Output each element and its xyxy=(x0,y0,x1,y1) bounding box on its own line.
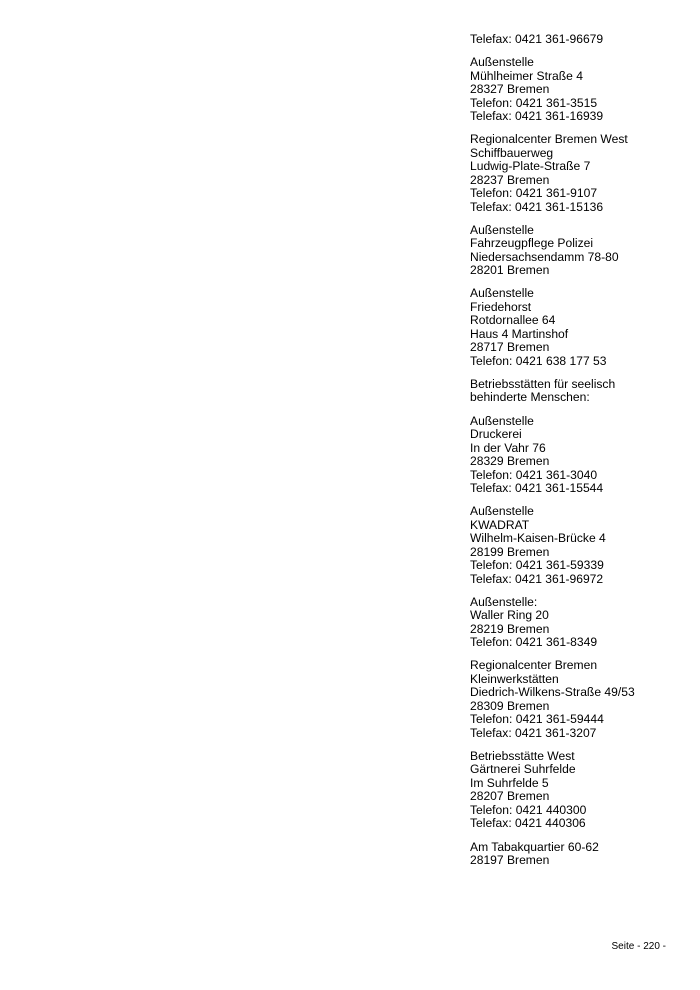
address-line: 28201 Bremen xyxy=(470,263,550,278)
address-line: 28327 Bremen xyxy=(470,82,550,97)
address-line: Außenstelle: xyxy=(470,594,538,609)
address-line: 28207 Bremen xyxy=(470,789,550,804)
address-line: Niedersachsendamm 78-80 xyxy=(470,249,619,264)
address-line: Betriebsstätte West xyxy=(470,748,575,763)
address-line: KWADRAT xyxy=(470,517,530,532)
address-line: Telefon: 0421 638 177 53 xyxy=(470,353,607,368)
address-line: Telefon: 0421 361-8349 xyxy=(470,635,598,650)
address-line: 28237 Bremen xyxy=(470,172,550,187)
address-line: 28219 Bremen xyxy=(470,621,550,636)
address-line: Außenstelle xyxy=(470,286,534,301)
address-line: Telefon: 0421 361-59339 xyxy=(470,558,604,573)
address-line: Haus 4 Martinshof xyxy=(470,326,569,341)
address-block xyxy=(470,659,698,740)
address-line: Gärtnerei Suhrfelde xyxy=(470,762,576,777)
address-block xyxy=(470,750,698,831)
address-block xyxy=(470,378,698,405)
address-block xyxy=(470,287,698,368)
address-line: behinderte Menschen: xyxy=(470,390,590,405)
page-number: Seite - 220 - xyxy=(611,941,666,952)
address-line: Telefax: 0421 361-15136 xyxy=(470,199,604,214)
address-line: Außenstelle xyxy=(470,222,534,237)
address-line: Telefon: 0421 440300 xyxy=(470,802,587,817)
address-block xyxy=(470,415,698,496)
address-line: Außenstelle xyxy=(470,413,534,428)
address-line: Im Suhrfelde 5 xyxy=(470,775,549,790)
address-block xyxy=(470,133,698,214)
address-block xyxy=(470,33,698,47)
address-line: Telefax: 0421 361-96972 xyxy=(470,571,604,586)
address-line: Fahrzeugpflege Polizei xyxy=(470,236,594,251)
address-block xyxy=(470,841,698,868)
address-line: 28309 Bremen xyxy=(470,698,550,713)
address-line: Waller Ring 20 xyxy=(470,608,549,623)
address-block xyxy=(470,596,698,650)
address-line: Telefon: 0421 361-3040 xyxy=(470,467,598,482)
address-line: Friedehorst xyxy=(470,299,532,314)
address-line: 28329 Bremen xyxy=(470,454,550,469)
address-line: Telefon: 0421 361-3515 xyxy=(470,95,598,110)
address-line: Regionalcenter Bremen xyxy=(470,658,598,673)
address-line: Am Tabakquartier 60-62 xyxy=(470,839,599,854)
address-line: Kleinwerkstätten xyxy=(470,671,559,686)
address-line: Außenstelle xyxy=(470,55,534,70)
address-column xyxy=(470,33,698,877)
address-line: Mühlheimer Straße 4 xyxy=(470,68,583,83)
address-line: Diedrich-Wilkens-Straße 49/53 xyxy=(470,685,635,700)
address-line: 28717 Bremen xyxy=(470,340,550,355)
address-line: Telefax: 0421 440306 xyxy=(470,816,586,831)
address-line: Telefax: 0421 361-3207 xyxy=(470,725,597,740)
address-line: 28199 Bremen xyxy=(470,544,550,559)
address-line: In der Vahr 76 xyxy=(470,440,546,455)
address-line: Telefax: 0421 361-96679 xyxy=(470,32,604,46)
address-block xyxy=(470,505,698,586)
address-line: Betriebsstätten für seelisch xyxy=(470,376,616,391)
address-line: Telefon: 0421 361-9107 xyxy=(470,186,598,201)
address-line: Telefon: 0421 361-59444 xyxy=(470,712,604,727)
address-line: Telefax: 0421 361-16939 xyxy=(470,109,604,124)
address-line: Wilhelm-Kaisen-Brücke 4 xyxy=(470,531,606,546)
address-line: Außenstelle xyxy=(470,504,534,519)
address-line: Schiffbauerweg xyxy=(470,145,554,160)
address-block xyxy=(470,56,698,124)
address-line: Rotdornallee 64 xyxy=(470,313,556,328)
address-block xyxy=(470,224,698,278)
address-line: 28197 Bremen xyxy=(470,853,550,868)
address-line: Regionalcenter Bremen West xyxy=(470,132,628,147)
address-line: Ludwig-Plate-Straße 7 xyxy=(470,159,591,174)
address-line: Druckerei xyxy=(470,427,522,442)
address-line: Telefax: 0421 361-15544 xyxy=(470,481,604,496)
